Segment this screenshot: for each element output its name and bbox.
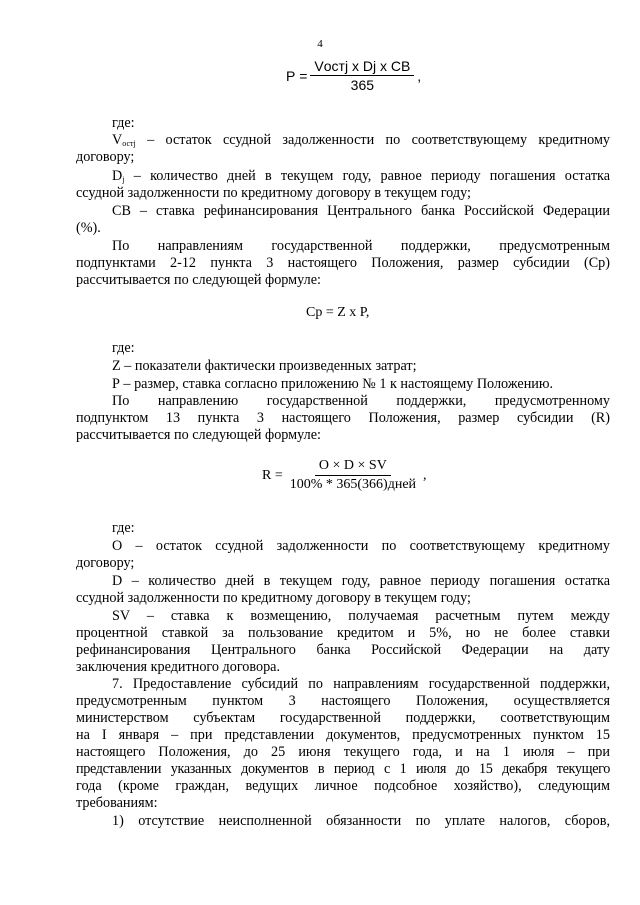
formula-p-numerator: Vостj х Dj х СВ: [310, 58, 414, 76]
text-line: представлении указанных документов в период с 1 июля до 15 декабря текущего: [76, 761, 610, 777]
text-line: где:: [112, 340, 135, 356]
page-number: 4: [317, 38, 323, 50]
text-line: года (кроме граждан, ведущих личное подсобное хозяйство), следующим: [76, 778, 610, 794]
text-line: 1) отсутствие неисполненной обязанности по уплате налогов, сборов,: [112, 813, 610, 829]
formula-r-lhs: R =: [262, 467, 283, 483]
text-line: ссудной задолженности по кредитному договору в текущем году;: [76, 590, 471, 606]
text-line: По направлениям государственной поддержки, предусмотренным: [112, 238, 610, 254]
symbol-d: $D_j$: [112, 168, 125, 184]
symbol-v: $V_{остj}$: [112, 132, 136, 148]
text-line: договору;: [76, 149, 135, 165]
text-line: $V_{остj}$ – остаток ссудной задолженности по соответствующему кредитному: [112, 132, 611, 148]
formula-p-lhs: Р =: [286, 67, 308, 84]
formula-p-fraction: [310, 58, 414, 93]
text-line: О – остаток ссудной задолженности по соответствующему кредитному: [112, 538, 610, 554]
text-line: процентной ставкой за пользование кредитом и 5%, но не более ставки: [76, 625, 610, 641]
text-line: SV – ставка к возмещению, получаемая расчетным путем между: [112, 608, 610, 624]
formula-cp: Ср = Z х Р,: [306, 305, 370, 320]
text-line: договору;: [76, 555, 135, 571]
text-line: рефинансирования Центрального банка Российской Федерации на дату: [76, 642, 610, 658]
formula-r: [262, 458, 427, 493]
formula-r-denominator: 100% * 365(366)дней: [289, 477, 417, 492]
text-line: министерством субъектам государственной поддержки, соответствующим: [76, 710, 610, 726]
text-line: ссудной задолженности по кредитному договору в текущем году;: [76, 185, 471, 201]
text-line: D – количество дней в текущем году, равное периоду погашения остатка: [112, 573, 610, 589]
text-line: подпунктом 13 пункта 3 настоящего Положения, размер субсидии (R): [76, 410, 610, 426]
text-line: на I января – при представлении документов, предусмотренных пунктом 15: [76, 727, 610, 743]
formula-r-fraction: [286, 458, 420, 493]
formula-r-numerator: O × D × SV: [315, 458, 391, 476]
text-line: 7. Предоставление субсидий по направлениям государственной поддержки,: [112, 676, 610, 692]
formula-p: [286, 58, 421, 93]
text-line: заключения кредитного договора.: [76, 659, 281, 675]
text-line: подпунктами 2-12 пункта 3 настоящего Положения, размер субсидии (Ср): [76, 255, 610, 271]
formula-p-denominator: 365: [350, 77, 375, 93]
text-line: требованиям:: [76, 795, 158, 811]
text-line: СВ – ставка рефинансирования Центрального банка Российской Федерации: [112, 203, 610, 219]
text-line: где:: [112, 115, 135, 131]
text-line: $D_j$ – количество дней в текущем году, равное периоду погашения остатка: [112, 168, 610, 184]
text-line: предусмотренным пунктом 3 настоящего Положения, осуществляется: [76, 693, 610, 709]
text-line: Р – размер, ставка согласно приложению № 1 к настоящему Положению.: [112, 376, 554, 392]
text-line: настоящего Положения, до 25 июня текущего года, и на 1 июля – при: [76, 744, 610, 760]
text-line: рассчитывается по следующей формуле:: [76, 272, 321, 288]
text-line: (%).: [76, 220, 101, 236]
formula-p-trail: ,: [417, 67, 422, 84]
text-line: рассчитывается по следующей формуле:: [76, 427, 321, 443]
text-line: По направлению государственной поддержки, предусмотренному: [112, 393, 610, 409]
text-line: где:: [112, 520, 135, 536]
formula-r-trail: ,: [423, 467, 427, 483]
text-line: Z – показатели фактически произведенных затрат;: [112, 358, 417, 374]
